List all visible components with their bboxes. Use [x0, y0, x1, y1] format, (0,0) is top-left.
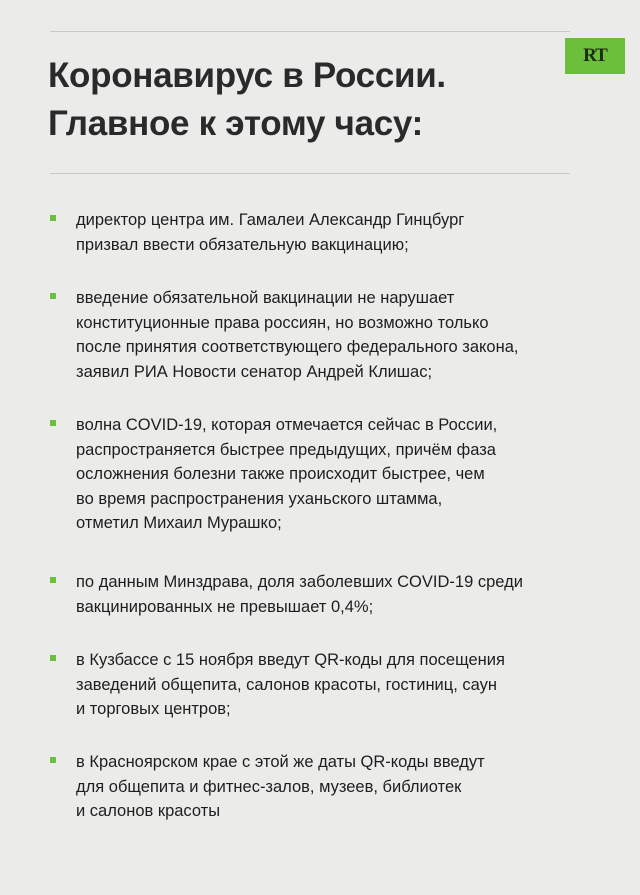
text-line: конституционные права россиян, но возможно только: [76, 313, 489, 332]
rt-logo: RT: [565, 38, 625, 74]
bullet-square-icon: [50, 293, 56, 299]
bullet-square-icon: [50, 655, 56, 661]
text-line: осложнения болезни также происходит быстрее, чем: [76, 465, 485, 483]
list-item-text: [76, 570, 596, 619]
bullet-square-icon: [50, 577, 56, 583]
bullet-square-icon: [50, 420, 56, 426]
text-line: отметил Михаил Мурашко;: [76, 514, 282, 532]
text-line: и торговых центров;: [76, 700, 231, 718]
text-line: введение обязательной вакцинации не нарушает: [76, 289, 455, 307]
text-line: распространяется быстрее предыдущих, причём фаза: [76, 440, 496, 459]
list-item-text: [76, 750, 596, 824]
list-item-text: [76, 413, 596, 536]
bullet-square-icon: [50, 757, 56, 763]
text-line: призвал ввести обязательную вакцинацию;: [76, 235, 409, 254]
top-divider: [50, 31, 570, 32]
title-line-2: Главное к этому часу:: [48, 104, 423, 143]
text-line: заведений общепита, салонов красоты, гостиниц, саун: [76, 675, 497, 694]
text-line: по данным Минздрава, доля заболевших COVID-19 среди: [76, 573, 523, 591]
text-line: в Кузбассе с 15 ноября введут QR-коды для посещения: [76, 651, 505, 669]
title-line-1: Коронавирус в России.: [48, 56, 446, 95]
title-divider: [50, 173, 570, 174]
text-line: в Красноярском крае с этой же даты QR-коды введут: [76, 753, 485, 771]
list-item-text: [76, 648, 596, 722]
list-item-text: [76, 286, 596, 384]
text-line: заявил РИА Новости сенатор Андрей Клишас;: [76, 362, 433, 381]
text-line: во время распространения уханьского штамма,: [76, 489, 443, 508]
text-line: вакцинированных не превышает 0,4%;: [76, 597, 374, 616]
text-line: после принятия соответствующего федерального закона,: [76, 338, 519, 356]
list-item-text: [76, 208, 596, 257]
bullet-square-icon: [50, 215, 56, 221]
text-line: и салонов красоты: [76, 802, 221, 820]
text-line: директор центра им. Гамалеи Александр Гинцбург: [76, 211, 465, 229]
text-line: волна COVID-19, которая отмечается сейчас в России,: [76, 416, 498, 434]
text-line: для общепита и фитнес-залов, музеев, библиотек: [76, 777, 462, 796]
page-title: [48, 52, 548, 148]
